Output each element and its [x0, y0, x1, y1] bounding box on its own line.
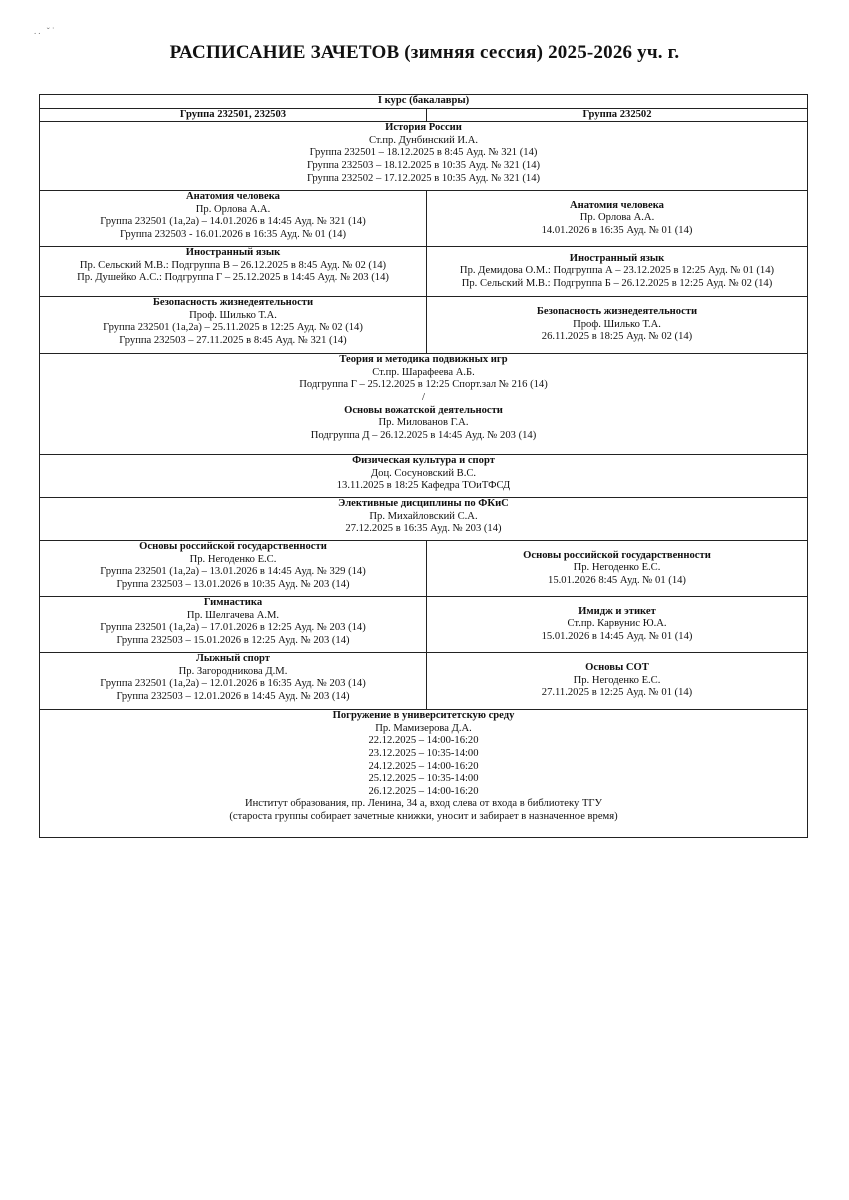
exam-cell-right [427, 247, 808, 297]
teacher: Доц. Сосуновский В.С. [370, 467, 477, 479]
teacher: Пр. Негоденко Е.С. [573, 562, 661, 574]
exam-slot: Группа 232501 (1а,2а) – 12.01.2026 в 16:35 Ауд. № 203 (14) [100, 678, 366, 690]
schedule-row [40, 354, 808, 455]
subject-title: Гимнастика [203, 597, 263, 609]
exam-slot: 24.12.2025 – 14:00-16:20 [368, 760, 479, 772]
teacher: Пр. Негоденко Е.С. [573, 674, 661, 686]
subject-title: Безопасность жизнедеятельности [536, 306, 698, 318]
schedule-row [40, 498, 808, 541]
separator: / [422, 391, 425, 403]
teacher: Пр. Орлова А.А. [195, 203, 271, 215]
exam-slot: Группа 232501 (1а,2а) – 17.01.2026 в 12:25 Ауд. № 203 (14) [100, 622, 366, 634]
page-title: РАСПИСАНИЕ ЗАЧЕТОВ (зимняя сессия) 2025-2026 уч. г. [169, 42, 680, 63]
exam-cell-left [40, 191, 427, 247]
exam-cell-right [427, 541, 808, 597]
exam-cell-right [427, 597, 808, 653]
course-header: I курс (бакалавры) [40, 95, 808, 109]
exam-slot: Пр. Сельский М.В.: Подгруппа Б – 26.12.2025 в 12:25 Ауд. № 02 (14) [461, 277, 773, 289]
subject-title: Безопасность жизнедеятельности [152, 297, 314, 309]
exam-slot: Группа 232501 (1а,2а) – 25.11.2025 в 12:25 Ауд. № 02 (14) [103, 322, 363, 334]
group-header-left: Группа 232501, 232503 [40, 108, 427, 122]
subject-title: Иностранный язык [185, 247, 281, 259]
exam-slot: 26.11.2025 в 18:25 Ауд. № 02 (14) [541, 331, 693, 343]
exam-slot: 15.01.2026 8:45 Ауд. № 01 (14) [548, 574, 686, 586]
instruction-note: (староста группы собирает зачетные книжки, уносит и забирает в назначенное время) [229, 810, 618, 822]
exam-slot: 27.12.2025 в 16:35 Ауд. № 203 (14) [345, 523, 502, 535]
subject-title: Физическая культура и спорт [352, 455, 495, 467]
group-header-row [40, 108, 808, 122]
exam-slot: Группа 232501 (1а,2а) – 13.01.2026 в 14:45 Ауд. № 329 (14) [100, 566, 366, 578]
subject-title: Элективные дисциплины по ФКиС [338, 498, 509, 510]
exam-slot: 22.12.2025 – 14:00-16:20 [368, 735, 479, 747]
exam-slot: Группа 232503 – 12.01.2026 в 14:45 Ауд. № 203 (14) [116, 690, 350, 702]
schedule-row [40, 247, 808, 297]
exam-cell-left [40, 597, 427, 653]
exam-cell [40, 710, 808, 838]
exam-cell-left [40, 297, 427, 354]
teacher: Пр. Орлова А.А. [579, 212, 655, 224]
exam-slot: Группа 232501 – 18.12.2025 в 8:45 Ауд. № 321 (14) [309, 147, 538, 159]
schedule-row [40, 597, 808, 653]
exam-cell-left [40, 653, 427, 710]
subject-title: Анатомия человека [570, 199, 664, 211]
schedule-row [40, 122, 808, 191]
teacher: Пр. Негоденко Е.С. [189, 553, 277, 565]
teacher: Пр. Загородникова Д.М. [178, 665, 288, 677]
subject-title: Лыжный спорт [195, 653, 271, 665]
teacher: Ст.пр. Дунбинский И.А. [368, 134, 479, 146]
exam-slot: 27.11.2025 в 12:25 Ауд. № 01 (14) [541, 687, 693, 699]
subject-title: Теория и методика подвижных игр [339, 354, 508, 366]
subject-title: Анатомия человека [186, 191, 280, 203]
exam-slot: Группа 232503 – 15.01.2026 в 12:25 Ауд. № 203 (14) [116, 634, 350, 646]
course-row [40, 95, 808, 109]
location-note: Институт образования, пр. Ленина, 34 а, вход слева от входа в библиотеку ТГУ [244, 798, 603, 810]
exam-cell-left [40, 541, 427, 597]
exam-slot: 14.01.2026 в 16:35 Ауд. № 01 (14) [541, 224, 693, 236]
exam-cell [40, 498, 808, 541]
teacher: Пр. Михайловский С.А. [369, 510, 478, 522]
exam-slot: Пр. Душейко А.С.: Подгруппа Г – 25.12.2025 в 14:45 Ауд. № 203 (14) [77, 272, 389, 284]
exam-cell [40, 455, 808, 498]
subject-title: Имидж и этикет [578, 605, 656, 617]
exam-slot: Группа 232502 – 17.12.2025 в 10:35 Ауд. № 321 (14) [306, 172, 541, 184]
exam-cell-right [427, 297, 808, 354]
teacher: Пр. Мамизерова Д.А. [375, 722, 472, 734]
schedule-row [40, 653, 808, 710]
exam-slot: Группа 232503 – 27.11.2025 в 8:45 Ауд. № 321 (14) [119, 334, 347, 346]
schedule-row [40, 541, 808, 597]
subject-title: Основы российской государственности [139, 541, 327, 553]
exam-slot: 15.01.2026 в 14:45 Ауд. № 01 (14) [541, 630, 693, 642]
schedule-row [40, 191, 808, 247]
exam-cell [40, 354, 808, 455]
subject-title: Основы вожатской деятельности [344, 404, 503, 416]
subject-title: Иностранный язык [569, 252, 665, 264]
exam-slot: 25.12.2025 – 10:35-14:00 [368, 773, 479, 785]
teacher: Ст.пр. Шарафеева А.Б. [372, 366, 475, 378]
subject-title: Основы СОТ [585, 662, 649, 674]
exam-slot: Группа 232503 – 18.12.2025 в 10:35 Ауд. № 321 (14) [306, 159, 541, 171]
exam-cell-right [427, 653, 808, 710]
teacher: Ст.пр. Карвунис Ю.А. [567, 618, 667, 630]
exam-cell-left [40, 247, 427, 297]
exam-slot: Пр. Демидова О.М.: Подгруппа А – 23.12.2025 в 12:25 Ауд. № 01 (14) [459, 265, 775, 277]
exam-slot: Пр. Сельский М.В.: Подгруппа В – 26.12.2025 в 8:45 Ауд. № 02 (14) [79, 259, 387, 271]
exam-cell [40, 122, 808, 191]
teacher: Проф. Шилько Т.А. [189, 309, 277, 321]
subject-title: Основы российской государственности [523, 549, 711, 561]
subject-title: История России [385, 122, 462, 134]
exam-slot: 23.12.2025 – 10:35-14:00 [368, 747, 479, 759]
teacher: Пр. Милованов Г.А. [378, 417, 469, 429]
exam-slot: Группа 232501 (1а,2а) – 14.01.2026 в 14:45 Ауд. № 321 (14) [100, 216, 366, 228]
exam-slot: Подгруппа Г – 25.12.2025 в 12:25 Спорт.зал № 216 (14) [299, 379, 548, 391]
exam-slot: Подгруппа Д – 26.12.2025 в 14:45 Ауд. № 203 (14) [310, 429, 537, 441]
scan-marks: .. ˇ˙ [34, 26, 57, 36]
schedule-row [40, 455, 808, 498]
exam-slot: Группа 232503 – 13.01.2026 в 10:35 Ауд. № 203 (14) [116, 578, 350, 590]
exam-cell-right [427, 191, 808, 247]
teacher: Пр. Шелгачева А.М. [186, 609, 280, 621]
exam-slot: 13.11.2025 в 18:25 Кафедра ТОиТФСД [336, 480, 511, 492]
group-header-right: Группа 232502 [427, 108, 808, 122]
schedule-row [40, 710, 808, 838]
schedule-table [39, 94, 808, 838]
schedule-row [40, 297, 808, 354]
exam-slot: 26.12.2025 – 14:00-16:20 [368, 785, 479, 797]
subject-title: Погружение в университетскую среду [332, 710, 515, 722]
teacher: Проф. Шилько Т.А. [573, 318, 661, 330]
exam-slot: Группа 232503 - 16.01.2026 в 16:35 Ауд. № 01 (14) [119, 228, 347, 240]
